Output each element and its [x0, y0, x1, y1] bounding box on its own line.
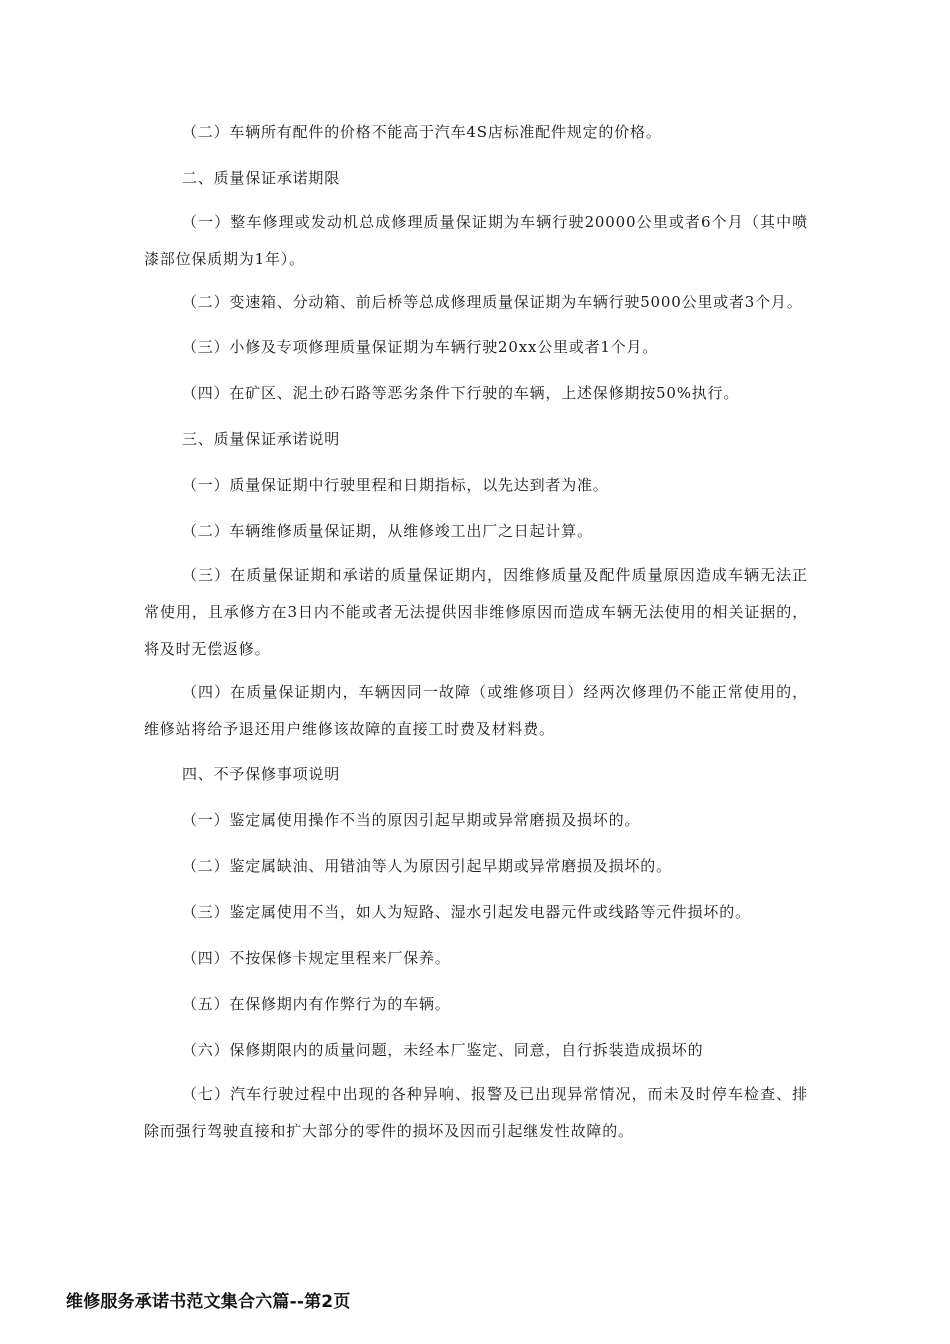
paragraph-exclusion-forced-driving: （七）汽车行驶过程中出现的各种异响、报警及已出现异常情况，而未及时停车检查、排除而强行驾驶直接和扩大部分的零件的损坏及因而引起继发性故障的。 — [144, 1085, 808, 1140]
paragraph-warranty-harsh-conditions: （四）在矿区、泥土砂石路等恶劣条件下行驶的车辆，上述保修期按50%执行。 — [182, 384, 740, 402]
paragraph-exclusion-fraud: （五）在保修期内有作弊行为的车辆。 — [182, 995, 451, 1013]
page-footer: 维修服务承诺书范文集合六篇--第2页 — [66, 1292, 351, 1312]
paragraph-exclusion-self-repair: （六）保修期限内的质量问题，未经本厂鉴定、同意，自行拆装造成损坏的 — [182, 1041, 704, 1059]
paragraph-parts-price: （二）车辆所有配件的价格不能高于汽车4S店标准配件规定的价格。 — [182, 123, 662, 141]
paragraph-warranty-assembly-repair: （二）变速箱、分动箱、前后桥等总成修理质量保证期为车辆行驶5000公里或者3个月。 — [182, 293, 803, 311]
paragraph-warranty-minor-repair: （三）小修及专项修理质量保证期为车辆行驶20xx公里或者1个月。 — [182, 338, 659, 356]
paragraph-exclusion-oil: （二）鉴定属缺油、用错油等人为原因引起早期或异常磨损及损坏的。 — [182, 857, 672, 875]
paragraph-warranty-full-repair: （一）整车修理或发动机总成修理质量保证期为车辆行驶20000公里或者6个月（其中喷漆部位保质期为1年）。 — [144, 213, 808, 268]
section-heading-warranty-notes: 三、质量保证承诺说明 — [182, 430, 341, 448]
paragraph-exclusion-misuse: （一）鉴定属使用操作不当的原因引起早期或异常磨损及损坏的。 — [182, 811, 641, 829]
paragraph-note-free-rework: （三）在质量保证期和承诺的质量保证期内，因维修质量及配件质量原因造成车辆无法正常使用，且承修方在3日内不能或者无法提供因非维修原因而造成车辆无法使用的相关证据的，将及时无偿返修。 — [144, 566, 808, 658]
paragraph-note-mileage-date: （一）质量保证期中行驶里程和日期指标，以先达到者为准。 — [182, 476, 609, 494]
paragraph-exclusion-maintenance: （四）不按保修卡规定里程来厂保养。 — [182, 949, 451, 967]
section-heading-exclusions: 四、不予保修事项说明 — [182, 765, 341, 783]
paragraph-exclusion-short-circuit: （三）鉴定属使用不当，如人为短路、湿水引起发电器元件或线路等元件损坏的。 — [182, 903, 751, 921]
paragraph-note-start-date: （二）车辆维修质量保证期，从维修竣工出厂之日起计算。 — [182, 522, 593, 540]
document-body — [144, 112, 808, 1156]
section-heading-warranty-period: 二、质量保证承诺期限 — [182, 169, 341, 187]
paragraph-note-refund: （四）在质量保证期内，车辆因同一故障（或维修项目）经两次修理仍不能正常使用的，维修站将给予退还用户维修该故障的直接工时费及材料费。 — [144, 683, 808, 738]
